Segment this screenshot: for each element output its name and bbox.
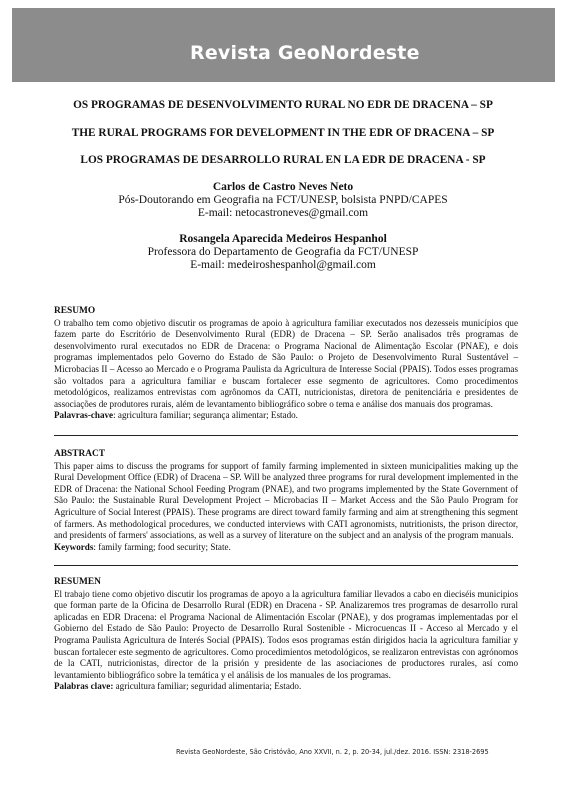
resumen-keywords-text: agricultura familiar; seguridad alimentaria; Estado. xyxy=(113,681,302,692)
author-1-name: Carlos de Castro Neves Neto xyxy=(212,181,354,193)
resumo-heading: RESUMO xyxy=(54,306,96,316)
author-1-email: E-mail: netocastroneves@gmail.com xyxy=(197,207,369,219)
resumo-keywords-label: Palavras-chave xyxy=(54,410,114,421)
title-portuguese: OS PROGRAMAS DE DESENVOLVIMENTO RURAL NO EDR DE DRACENA – SP xyxy=(73,99,493,111)
abstract-heading: ABSTRACT xyxy=(54,449,106,459)
section-divider xyxy=(54,435,518,436)
resumen-keywords xyxy=(54,681,518,693)
resumen-body: El trabajo tiene como objetivo discutir los programas de apoyo a la agricultura familiar llevados a cabo en dieciséis municipios que forman parte de la Oficina de Desarrollo Rural (EDR) en Dracena - SP. Analizaremos tres programas de desarrollo rural aplicadas en EDR Dracena: el Programa Nacional de Alimentación Escolar (PNAE), y dos programas implementadas por el Gobierno del Estado de São Paulo: Proyecto de Desarrollo Rural Sostenible - Microcuencas II - Acceso al Mercado y el Programa Paulista Agricultura de Interés Social (PPAIS). Todos esos programas están dirigidos hacia la agricultura familiar y buscan fortalecer este segmento de agricultores. Como procedimientos metodológicos, se realizaron entrevistas con agrónomos de la CATI, nutricionistas, director de la prisión y presidente de las asociaciones de productores rurales, así como levantamiento bibliográfico sobre la temática y el análisis de los manuales de los programas. xyxy=(54,588,518,680)
section-divider xyxy=(54,565,518,566)
author-2-email: E-mail: medeiroshespanhol@gmail.com xyxy=(190,259,376,271)
author-2-affiliation: Professora do Departamento de Geografia da FCT/UNESP xyxy=(147,246,419,258)
resumo-section xyxy=(54,306,518,422)
author-2-name: Rosangela Aparecida Medeiros Hespanhol xyxy=(179,233,387,245)
abstract-section xyxy=(54,449,518,553)
resumo-body: O trabalho tem como objetivo discutir os programas de apoio à agricultura familiar executados nos dezesseis municípios que fazem parte do Escritório de Desenvolvimento Rural (EDR) de Dracena – SP. Serão analisados três programas de desenvolvimento rural executados no EDR de Dracena: o Programa Nacional de Alimentação Escolar (PNAE), e dois programas implementados pelo Governo do Estado de São Paulo: o Projeto de Desenvolvimento Rural Sustentável – Microbacias II – Acesso ao Mercado e o Programa Paulista da Agricultura de Interesse Social (PPAIS). Todos esses programas são voltados para a agricultura familiar e buscam fortalecer esse segmento de agricultores. Como procedimentos metodológicos, realizamos entrevistas com agrônomos da CATI, nutricionistas, diretora de penitenciária e presidentes de associações de produtores rurais, além de levantamento bibliográfico sobre o tema e análise dos manuais dos programas. xyxy=(54,317,518,409)
abstract-keywords xyxy=(54,542,518,554)
resumen-section xyxy=(54,577,518,693)
journal-name: Revista GeoNordeste xyxy=(190,42,420,64)
resumo-keywords xyxy=(54,410,518,422)
title-english: THE RURAL PROGRAMS FOR DEVELOPMENT IN THE EDR OF DRACENA – SP xyxy=(71,127,495,139)
author-1-affiliation: Pós-Doutorando em Geografia na FCT/UNESP, bolsista PNPD/CAPES xyxy=(118,194,448,206)
page-footer-citation: Revista GeoNordeste, São Cristóvão, Ano XXVII, n. 2, p. 20-34, jul./dez. 2016. ISSN: 2318-2695 xyxy=(176,748,489,756)
resumen-heading: RESUMEN xyxy=(54,577,101,587)
title-spanish: LOS PROGRAMAS DE DESARROLLO RURAL EN LA EDR DE DRACENA - SP xyxy=(80,154,486,166)
resumo-keywords-text: : agricultura familiar; segurança alimentar; Estado. xyxy=(113,410,298,421)
journal-banner xyxy=(12,8,555,82)
abstract-body: This paper aims to discuss the programs for support of family farming implemented in sixteen municipalities making up the Rural Development Office (EDR) of Dracena – SP. Will be analyzed three programs for rural development implemented in the EDR of Dracena: the National School Feeding Program (PNAE), and two programs implemented by the State Government of São Paulo: the Sustainable Rural Development Project – Microbacias II – Market Access and the São Paulo Program for Agriculture of Social Interest (PPAIS). These programs are direct toward family farming and aim at strengthening this segment of farmers. As methodological procedures, we conducted interviews with CATI agronomists, nutritionists, the prison director, and presidents of farmers' associations, as well as a survey of literature on the subject and an analysis of the program manuals. xyxy=(54,460,518,541)
abstract-keywords-text: : family farming; food security; State. xyxy=(93,541,231,552)
abstract-keywords-label: Keywords xyxy=(54,541,94,552)
resumen-keywords-label: Palabras clave: xyxy=(54,681,114,692)
